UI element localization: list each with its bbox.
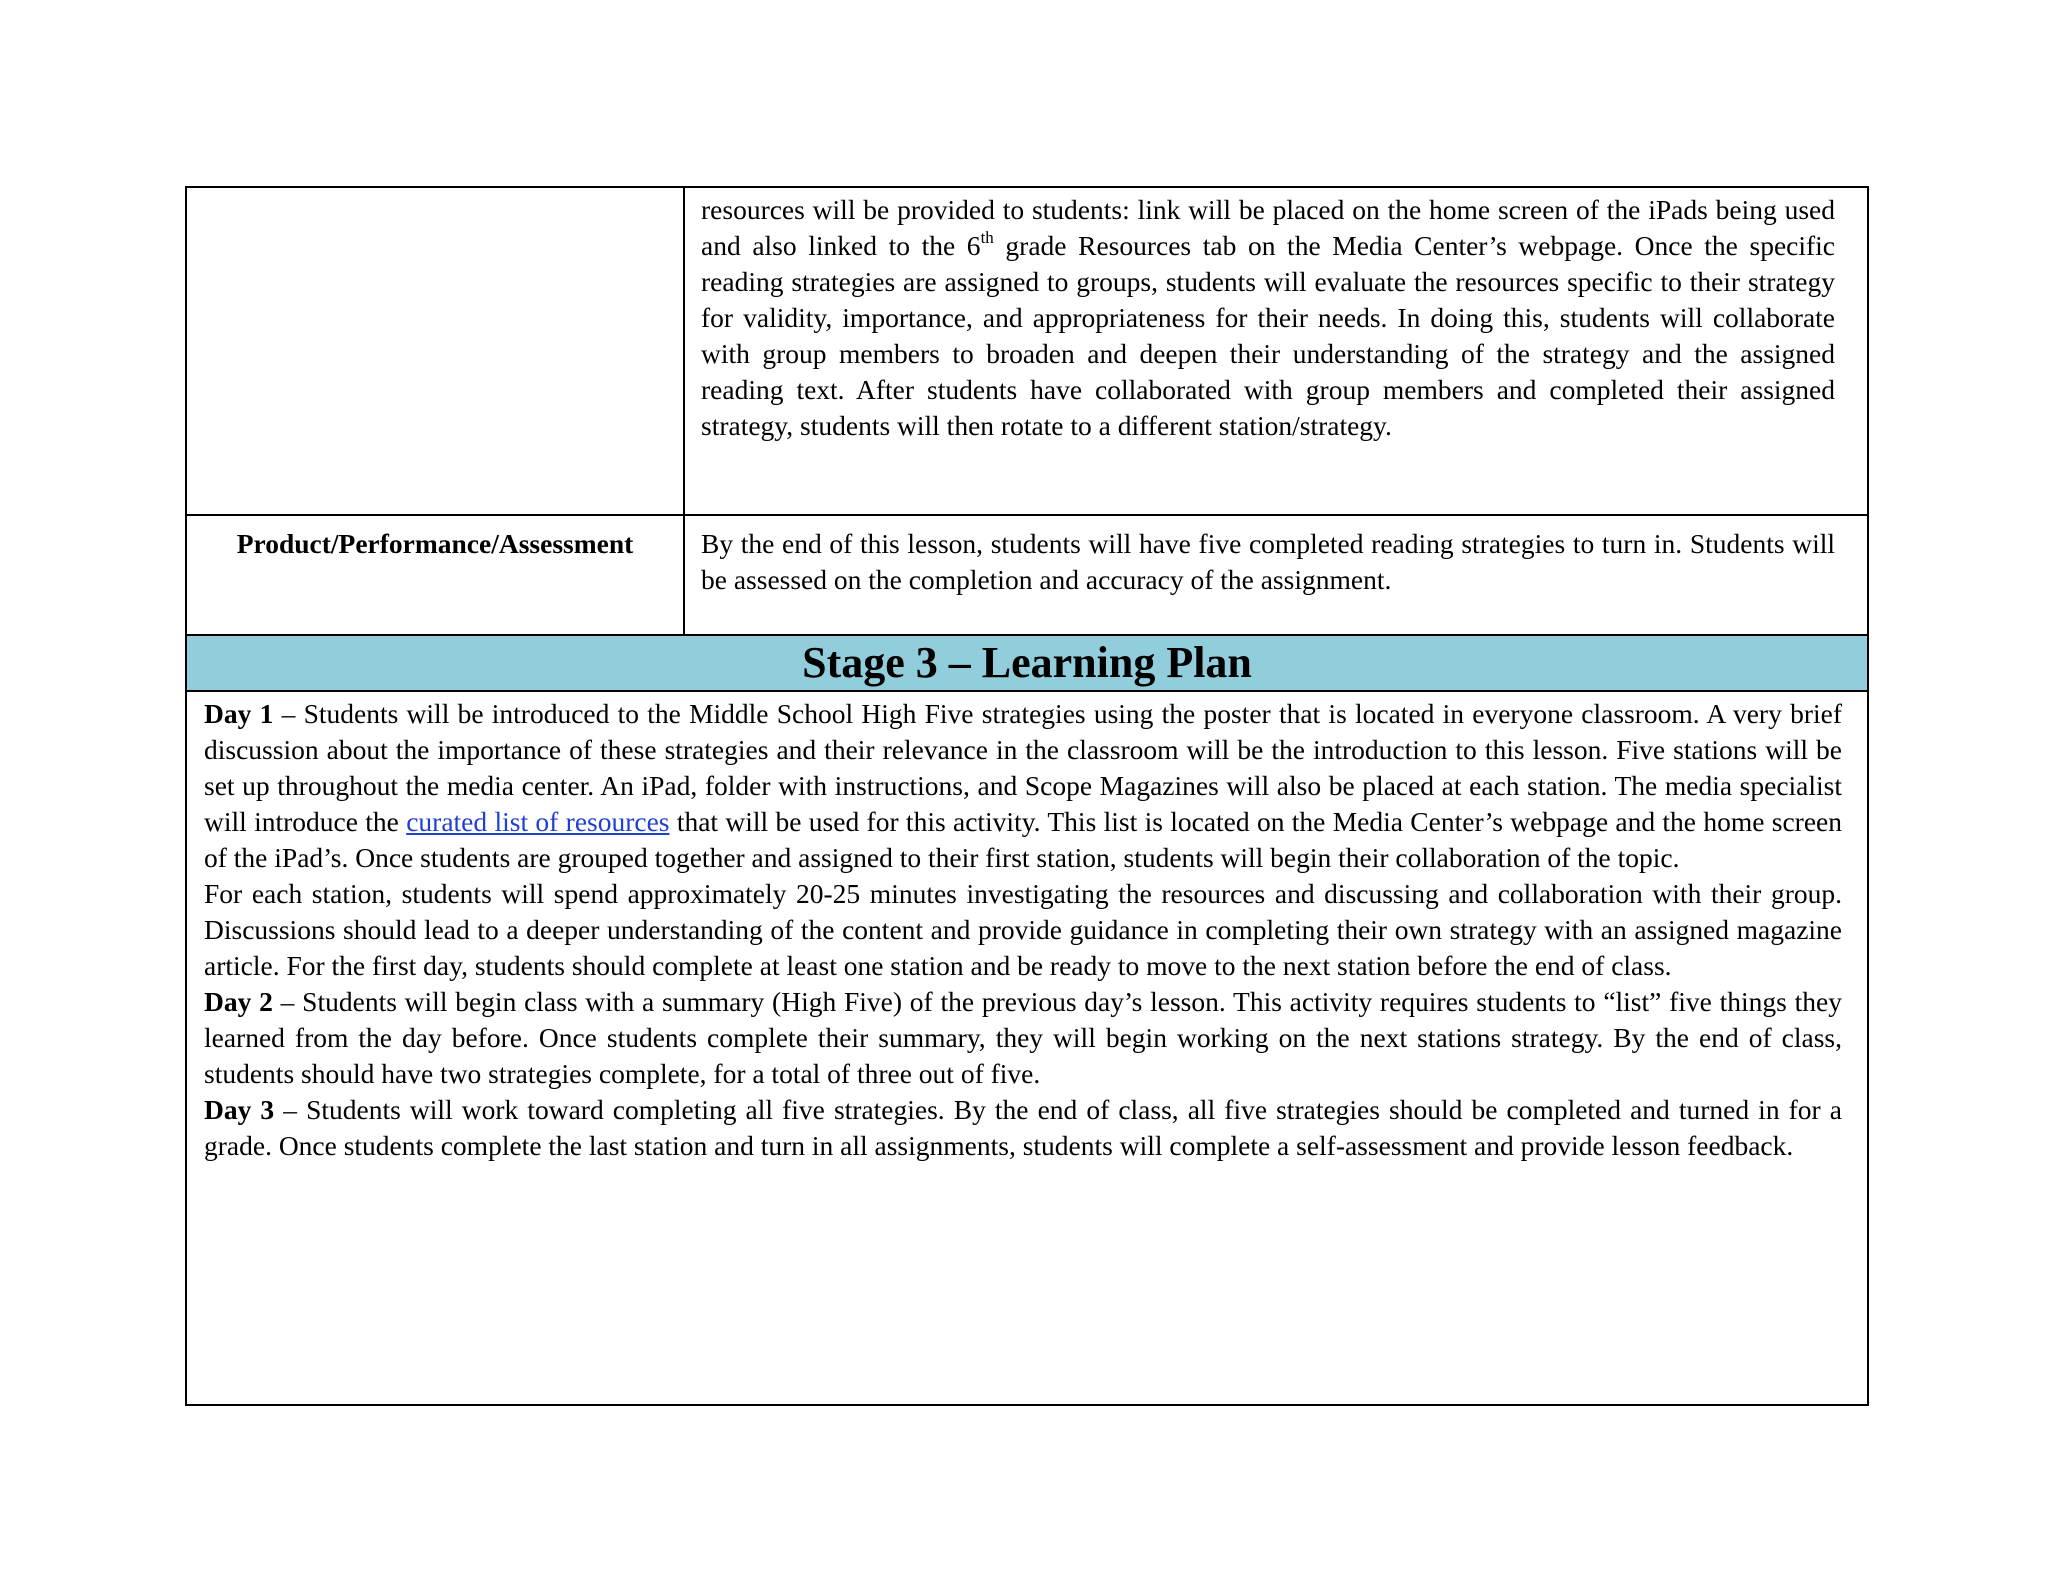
day-2-paragraph: Day 2 – Students will begin class with a summary (High Five) of the previous day’s lesson. This activity requires students to “list” five things they learned from the day before. Once students complete their summary, they will begin working on the next stations strategy. By the end of class, students should have two strategies complete, for a total of three out of five. <box>204 986 1842 1089</box>
station-paragraph: For each station, students will spend approximately 20-25 minutes investigating the resources and discussing and collaboration with their group. Discussions should lead to a deeper understanding of the content and provide guidance in completing their own strategy with an assigned magazine article. For the first day, students should complete at least one station and be ready to move to the next station before the end of class. <box>204 878 1842 981</box>
superscript-th: th <box>980 227 994 247</box>
day-2-label: Day 2 <box>204 986 273 1017</box>
assessment-label: Product/Performance/Assessment <box>186 515 684 635</box>
day-3-paragraph: Day 3 – Students will work toward completing all five strategies. By the end of class, all five strategies should be completed and turned in for a grade. Once students complete the last station and turn in all assignments, students will complete a self-assessment and provide lesson feedback. <box>204 1094 1842 1161</box>
day-1-label: Day 1 <box>204 698 274 729</box>
stage-heading: Stage 3 – Learning Plan <box>802 638 1252 687</box>
stage-heading-band <box>186 635 1868 691</box>
table-row-learning-plan <box>186 691 1868 1405</box>
resources-text: resources will be provided to students: link will be placed on the home screen of the iPads being used and also linked to the 6th grade Resources tab on the Media Center’s webpage. Once the specific reading strategies are assigned to groups, students will evaluate the resources specific to their strategy for validity, importance, and appropriateness for their needs. In doing this, students will collaborate with group members to broaden and deepen their understanding of the strategy and the assigned reading text. After students have collaborated with group members and completed their assigned strategy, students will then rotate to a different station/strategy. <box>701 194 1835 441</box>
curated-list-link[interactable]: curated list of resources <box>406 806 670 837</box>
table-row-assessment <box>186 515 1868 635</box>
resources-cell <box>684 187 1868 515</box>
assessment-text: By the end of this lesson, students will have five completed reading strategies to turn in. Students will be assessed on the completion and accuracy of the assignment. <box>701 528 1835 595</box>
day-3-label: Day 3 <box>204 1094 275 1125</box>
table-row-resources <box>186 187 1868 515</box>
day-1-paragraph: Day 1 – Students will be introduced to the Middle School High Five strategies using the poster that is located in everyone classroom. A very brief discussion about the importance of these strategies and their relevance in the classroom will be the introduction to this lesson. Five stations will be set up throughout the media center. An iPad, folder with instructions, and Scope Magazines will also be placed at each station. The media specialist will introduce the curated list of resources that will be used for this activity. This list is located on the Media Center’s webpage and the home screen of the iPad’s. Once students are grouped together and assigned to their first station, students will begin their collaboration of the topic. <box>204 698 1842 873</box>
empty-label-cell <box>186 187 684 515</box>
table-row-stage-heading <box>186 635 1868 691</box>
learning-plan-cell <box>186 691 1868 1405</box>
assessment-cell <box>684 515 1868 635</box>
lesson-plan-table <box>185 186 1869 1406</box>
learning-plan-body <box>187 692 1867 1164</box>
